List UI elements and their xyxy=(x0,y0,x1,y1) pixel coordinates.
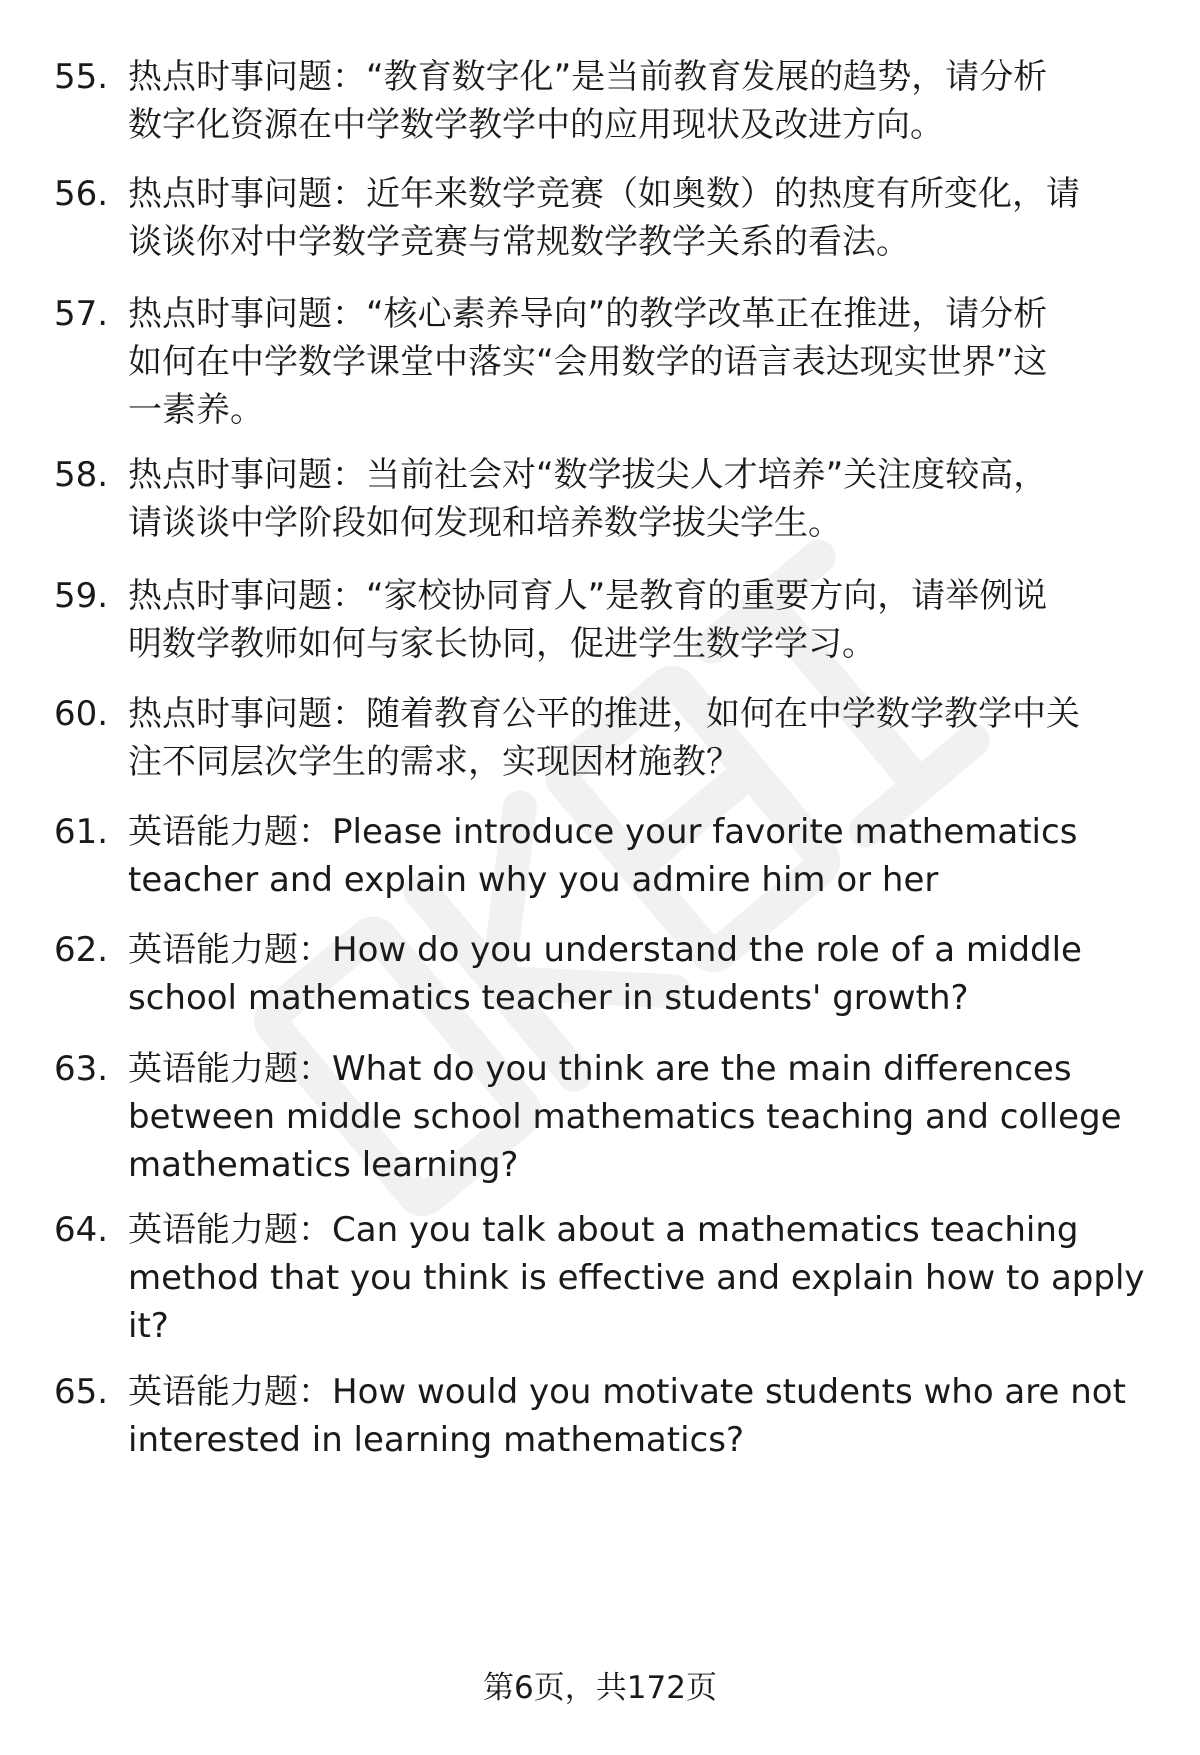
question-line: 英语能力题：How do you understand the role of a middle xyxy=(128,930,1082,970)
question-text xyxy=(128,690,1200,786)
question-text xyxy=(128,572,1200,668)
question-line: teacher and explain why you admire him or her xyxy=(128,860,939,900)
question-number: 60. xyxy=(54,694,109,734)
question-line: 热点时事问题：随着教育公平的推进，如何在中学数学教学中关 xyxy=(128,694,1080,734)
question-text xyxy=(128,290,1200,434)
question-line: 热点时事问题：“核心素养导向”的教学改革正在推进，请分析 xyxy=(128,294,1048,334)
question-number: 65. xyxy=(54,1372,109,1412)
question-line: 热点时事问题：“教育数字化”是当前教育发展的趋势，请分析 xyxy=(128,57,1048,97)
question-number: 62. xyxy=(54,930,109,970)
question-line: 注不同层次学生的需求，实现因材施教？ xyxy=(128,742,740,782)
question-line: 请谈谈中学阶段如何发现和培养数学拔尖学生。 xyxy=(128,503,842,543)
question-line: 英语能力题：Please introduce your favorite mathematics xyxy=(128,812,1078,852)
question-line: 热点时事问题：“家校协同育人”是教育的重要方向，请举例说 xyxy=(128,576,1048,616)
page-number: 第6页，共172页 xyxy=(483,1670,717,1706)
question-text xyxy=(128,1045,1200,1189)
question-line: mathematics learning? xyxy=(128,1145,519,1185)
question-line: 热点时事问题：近年来数学竞赛（如奥数）的热度有所变化，请 xyxy=(128,174,1080,214)
question-text xyxy=(128,808,1200,904)
question-line: 一素养。 xyxy=(128,390,264,430)
question-number: 55. xyxy=(54,57,109,97)
question-line: interested in learning mathematics? xyxy=(128,1420,745,1460)
question-line: 英语能力题：What do you think are the main differences xyxy=(128,1049,1072,1089)
question-line: school mathematics teacher in students' growth? xyxy=(128,978,969,1018)
question-text xyxy=(128,1368,1200,1464)
question-line: 英语能力题：Can you talk about a mathematics teaching xyxy=(128,1210,1079,1250)
question-text xyxy=(128,53,1200,149)
question-line: 明数学教师如何与家长协同，促进学生数学学习。 xyxy=(128,624,876,664)
question-text xyxy=(128,1206,1200,1350)
question-text xyxy=(128,170,1200,266)
question-line: 如何在中学数学课堂中落实“会用数学的语言表达现实世界”这 xyxy=(128,342,1048,382)
question-line: 数字化资源在中学数学教学中的应用现状及改进方向。 xyxy=(128,105,944,145)
question-line: it? xyxy=(128,1306,169,1346)
question-number: 57. xyxy=(54,294,109,334)
question-text xyxy=(128,451,1200,547)
question-number: 59. xyxy=(54,576,109,616)
question-line: 英语能力题：How would you motivate students who are not xyxy=(128,1372,1126,1412)
question-number: 63. xyxy=(54,1049,109,1089)
question-line: method that you think is effective and explain how to apply xyxy=(128,1258,1145,1298)
question-number: 58. xyxy=(54,455,109,495)
question-line: 热点时事问题：当前社会对“数学拔尖人才培养”关注度较高， xyxy=(128,455,1048,495)
page-footer xyxy=(0,1668,1200,1708)
question-number: 64. xyxy=(54,1210,109,1250)
question-text xyxy=(128,926,1200,1022)
question-number: 61. xyxy=(54,812,109,852)
question-line: between middle school mathematics teaching and college xyxy=(128,1097,1122,1137)
question-number: 56. xyxy=(54,174,109,214)
question-line: 谈谈你对中学数学竞赛与常规数学教学关系的看法。 xyxy=(128,222,910,262)
